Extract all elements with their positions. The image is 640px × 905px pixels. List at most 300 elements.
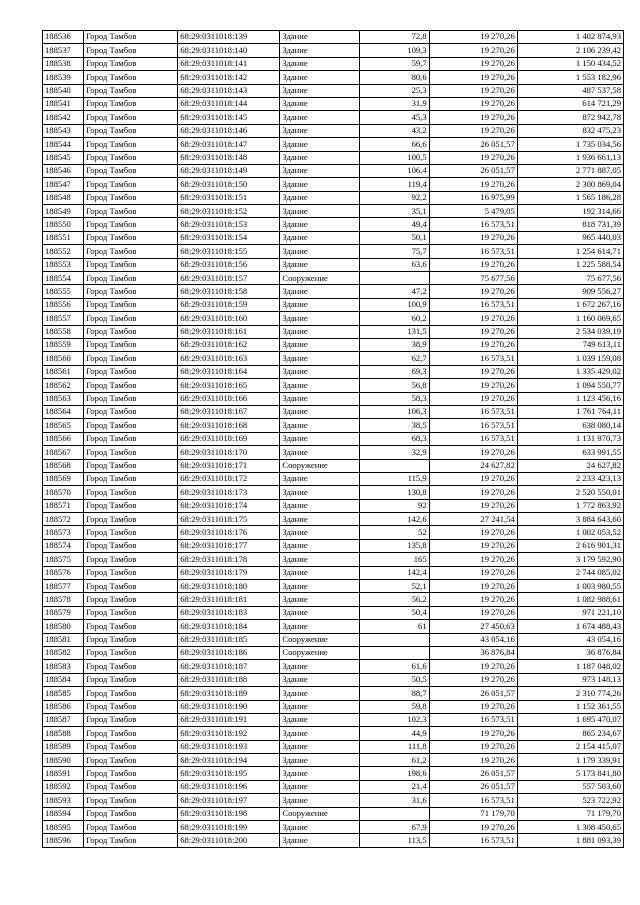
unit-value-cell: 16 573,51 <box>429 432 517 445</box>
table-row <box>43 620 624 633</box>
cadastral-number-cell: 68:29:0311018:162 <box>178 338 280 351</box>
cadastral-value-cell: 1 123 456,16 <box>517 392 623 405</box>
cadastral-number-cell: 68:29:0311018:172 <box>178 472 280 485</box>
row-number-cell: 188567 <box>43 446 84 459</box>
object-type-cell: Здание <box>280 700 359 713</box>
area-cell: 142,6 <box>359 513 429 526</box>
table-row <box>43 459 624 472</box>
table-row <box>43 687 624 700</box>
unit-value-cell: 27 450,63 <box>429 620 517 633</box>
row-number-cell: 188587 <box>43 713 84 726</box>
cadastral-value-cell: 1 402 874,93 <box>517 31 623 44</box>
row-number-cell: 188575 <box>43 553 84 566</box>
area-cell: 67,9 <box>359 821 429 834</box>
municipality-cell: Город Тамбов <box>84 191 178 204</box>
object-type-cell: Здание <box>280 821 359 834</box>
object-type-cell: Здание <box>280 727 359 740</box>
municipality-cell: Город Тамбов <box>84 138 178 151</box>
row-number-cell: 188561 <box>43 365 84 378</box>
cadastral-value-cell: 24 627,82 <box>517 459 623 472</box>
unit-value-cell: 19 270,26 <box>429 365 517 378</box>
table-row <box>43 794 624 807</box>
table-row <box>43 71 624 84</box>
cadastral-value-cell: 1 672 267,16 <box>517 298 623 311</box>
area-cell: 50,5 <box>359 673 429 686</box>
cadastral-number-cell: 68:29:0311018:199 <box>178 821 280 834</box>
table-row <box>43 727 624 740</box>
cadastral-number-cell: 68:29:0311018:145 <box>178 111 280 124</box>
object-type-cell: Здание <box>280 352 359 365</box>
object-type-cell: Здание <box>280 138 359 151</box>
cadastral-value-cell: 523 722,92 <box>517 794 623 807</box>
municipality-cell: Город Тамбов <box>84 151 178 164</box>
municipality-cell: Город Тамбов <box>84 727 178 740</box>
object-type-cell: Здание <box>280 740 359 753</box>
unit-value-cell: 19 270,26 <box>429 566 517 579</box>
area-cell: 88,7 <box>359 687 429 700</box>
row-number-cell: 188564 <box>43 405 84 418</box>
object-type-cell: Здание <box>280 593 359 606</box>
municipality-cell: Город Тамбов <box>84 486 178 499</box>
unit-value-cell: 26 051,57 <box>429 780 517 793</box>
unit-value-cell: 26 051,57 <box>429 687 517 700</box>
object-type-cell: Здание <box>280 285 359 298</box>
cadastral-value-cell: 192 314,66 <box>517 205 623 218</box>
municipality-cell: Город Тамбов <box>84 566 178 579</box>
cadastral-value-cell: 1 187 048,02 <box>517 660 623 673</box>
object-type-cell: Здание <box>280 539 359 552</box>
municipality-cell: Город Тамбов <box>84 352 178 365</box>
row-number-cell: 188582 <box>43 646 84 659</box>
table-row <box>43 392 624 405</box>
area-cell: 31,9 <box>359 97 429 110</box>
row-number-cell: 188546 <box>43 164 84 177</box>
row-number-cell: 188560 <box>43 352 84 365</box>
area-cell: 109,3 <box>359 44 429 57</box>
row-number-cell: 188537 <box>43 44 84 57</box>
cadastral-number-cell: 68:29:0311018:171 <box>178 459 280 472</box>
cadastral-number-cell: 68:29:0311018:139 <box>178 31 280 44</box>
object-type-cell: Здание <box>280 553 359 566</box>
area-cell: 106,3 <box>359 405 429 418</box>
row-number-cell: 188554 <box>43 272 84 285</box>
row-number-cell: 188544 <box>43 138 84 151</box>
cadastral-value-cell: 5 173 841,80 <box>517 767 623 780</box>
cadastral-number-cell: 68:29:0311018:190 <box>178 700 280 713</box>
row-number-cell: 188563 <box>43 392 84 405</box>
object-type-cell: Сооружение <box>280 807 359 820</box>
municipality-cell: Город Тамбов <box>84 687 178 700</box>
cadastral-number-cell: 68:29:0311018:195 <box>178 767 280 780</box>
cadastral-value-cell: 1 003 980,55 <box>517 580 623 593</box>
area-cell: 50,1 <box>359 231 429 244</box>
area-cell: 131,5 <box>359 325 429 338</box>
table-row <box>43 673 624 686</box>
object-type-cell: Здание <box>280 151 359 164</box>
object-type-cell: Здание <box>280 713 359 726</box>
unit-value-cell: 26 051,57 <box>429 767 517 780</box>
cadastral-value-cell: 1 094 550,77 <box>517 379 623 392</box>
unit-value-cell: 19 270,26 <box>429 499 517 512</box>
municipality-cell: Город Тамбов <box>84 459 178 472</box>
row-number-cell: 188573 <box>43 526 84 539</box>
table-row <box>43 553 624 566</box>
area-cell: 44,9 <box>359 727 429 740</box>
table-row <box>43 580 624 593</box>
table-row <box>43 245 624 258</box>
unit-value-cell: 19 270,26 <box>429 44 517 57</box>
cadastral-number-cell: 68:29:0311018:165 <box>178 379 280 392</box>
row-number-cell: 188591 <box>43 767 84 780</box>
row-number-cell: 188586 <box>43 700 84 713</box>
municipality-cell: Город Тамбов <box>84 740 178 753</box>
table-row <box>43 486 624 499</box>
cadastral-value-cell: 865 234,67 <box>517 727 623 740</box>
object-type-cell: Здание <box>280 312 359 325</box>
cadastral-value-cell: 1 082 988,61 <box>517 593 623 606</box>
row-number-cell: 188596 <box>43 834 84 847</box>
object-type-cell: Здание <box>280 526 359 539</box>
cadastral-number-cell: 68:29:0311018:191 <box>178 713 280 726</box>
municipality-cell: Город Тамбов <box>84 164 178 177</box>
cadastral-number-cell: 68:29:0311018:168 <box>178 419 280 432</box>
table-row <box>43 325 624 338</box>
municipality-cell: Город Тамбов <box>84 419 178 432</box>
municipality-cell: Город Тамбов <box>84 178 178 191</box>
area-cell <box>359 272 429 285</box>
table-row <box>43 111 624 124</box>
area-cell: 60,2 <box>359 312 429 325</box>
table-row <box>43 754 624 767</box>
cadastral-value-table <box>42 30 624 848</box>
area-cell: 62,7 <box>359 352 429 365</box>
cadastral-value-cell: 818 731,39 <box>517 218 623 231</box>
row-number-cell: 188577 <box>43 580 84 593</box>
row-number-cell: 188589 <box>43 740 84 753</box>
unit-value-cell: 16 573,51 <box>429 245 517 258</box>
cadastral-value-cell: 749 613,11 <box>517 338 623 351</box>
object-type-cell: Здание <box>280 111 359 124</box>
unit-value-cell: 19 270,26 <box>429 700 517 713</box>
area-cell: 25,3 <box>359 84 429 97</box>
unit-value-cell: 19 270,26 <box>429 178 517 191</box>
area-cell: 69,3 <box>359 365 429 378</box>
row-number-cell: 188542 <box>43 111 84 124</box>
cadastral-number-cell: 68:29:0311018:180 <box>178 580 280 593</box>
area-cell: 135,8 <box>359 539 429 552</box>
unit-value-cell: 19 270,26 <box>429 57 517 70</box>
municipality-cell: Город Тамбов <box>84 97 178 110</box>
object-type-cell: Здание <box>280 446 359 459</box>
unit-value-cell: 19 270,26 <box>429 606 517 619</box>
unit-value-cell: 16 573,51 <box>429 419 517 432</box>
object-type-cell: Здание <box>280 780 359 793</box>
object-type-cell: Здание <box>280 754 359 767</box>
table-row <box>43 606 624 619</box>
municipality-cell: Город Тамбов <box>84 807 178 820</box>
unit-value-cell: 16 573,51 <box>429 352 517 365</box>
unit-value-cell: 43 054,16 <box>429 633 517 646</box>
object-type-cell: Здание <box>280 620 359 633</box>
cadastral-number-cell: 68:29:0311018:193 <box>178 740 280 753</box>
cadastral-number-cell: 68:29:0311018:152 <box>178 205 280 218</box>
object-type-cell: Здание <box>280 325 359 338</box>
cadastral-number-cell: 68:29:0311018:198 <box>178 807 280 820</box>
municipality-cell: Город Тамбов <box>84 298 178 311</box>
municipality-cell: Город Тамбов <box>84 633 178 646</box>
unit-value-cell: 27 241,54 <box>429 513 517 526</box>
object-type-cell: Здание <box>280 513 359 526</box>
area-cell: 61,2 <box>359 754 429 767</box>
area-cell: 68,3 <box>359 432 429 445</box>
table-row <box>43 633 624 646</box>
table-row <box>43 124 624 137</box>
cadastral-number-cell: 68:29:0311018:159 <box>178 298 280 311</box>
municipality-cell: Город Тамбов <box>84 553 178 566</box>
object-type-cell: Здание <box>280 405 359 418</box>
cadastral-value-cell: 71 179,70 <box>517 807 623 820</box>
object-type-cell: Здание <box>280 472 359 485</box>
table-row <box>43 566 624 579</box>
object-type-cell: Здание <box>280 44 359 57</box>
object-type-cell: Здание <box>280 124 359 137</box>
object-type-cell: Здание <box>280 338 359 351</box>
object-type-cell: Здание <box>280 566 359 579</box>
cadastral-value-cell: 1 160 069,65 <box>517 312 623 325</box>
table-row <box>43 84 624 97</box>
cadastral-number-cell: 68:29:0311018:184 <box>178 620 280 633</box>
municipality-cell: Город Тамбов <box>84 432 178 445</box>
cadastral-number-cell: 68:29:0311018:163 <box>178 352 280 365</box>
row-number-cell: 188552 <box>43 245 84 258</box>
cadastral-number-cell: 68:29:0311018:166 <box>178 392 280 405</box>
area-cell: 59,8 <box>359 700 429 713</box>
unit-value-cell: 26 051,57 <box>429 138 517 151</box>
cadastral-value-cell: 1 735 034,56 <box>517 138 623 151</box>
table-row <box>43 178 624 191</box>
cadastral-value-cell: 2 300 869,04 <box>517 178 623 191</box>
unit-value-cell: 19 270,26 <box>429 660 517 673</box>
row-number-cell: 188576 <box>43 566 84 579</box>
row-number-cell: 188585 <box>43 687 84 700</box>
object-type-cell: Здание <box>280 258 359 271</box>
area-cell: 52,1 <box>359 580 429 593</box>
object-type-cell: Здание <box>280 164 359 177</box>
row-number-cell: 188545 <box>43 151 84 164</box>
area-cell: 52 <box>359 526 429 539</box>
area-cell: 119,4 <box>359 178 429 191</box>
cadastral-value-cell: 1 225 588,54 <box>517 258 623 271</box>
cadastral-number-cell: 68:29:0311018:173 <box>178 486 280 499</box>
unit-value-cell: 19 270,26 <box>429 231 517 244</box>
area-cell <box>359 807 429 820</box>
area-cell: 38,5 <box>359 419 429 432</box>
cadastral-number-cell: 68:29:0311018:161 <box>178 325 280 338</box>
row-number-cell: 188558 <box>43 325 84 338</box>
municipality-cell: Город Тамбов <box>84 245 178 258</box>
table-row <box>43 700 624 713</box>
unit-value-cell: 16 573,51 <box>429 298 517 311</box>
table-row <box>43 298 624 311</box>
object-type-cell: Здание <box>280 245 359 258</box>
municipality-cell: Город Тамбов <box>84 258 178 271</box>
unit-value-cell: 19 270,26 <box>429 111 517 124</box>
cadastral-number-cell: 68:29:0311018:156 <box>178 258 280 271</box>
area-cell: 111,8 <box>359 740 429 753</box>
cadastral-value-cell: 3 884 643,60 <box>517 513 623 526</box>
cadastral-number-cell: 68:29:0311018:160 <box>178 312 280 325</box>
cadastral-number-cell: 68:29:0311018:153 <box>178 218 280 231</box>
municipality-cell: Город Тамбов <box>84 111 178 124</box>
area-cell: 59,7 <box>359 57 429 70</box>
table-row <box>43 164 624 177</box>
row-number-cell: 188592 <box>43 780 84 793</box>
cadastral-value-cell: 971 221,10 <box>517 606 623 619</box>
table-row <box>43 780 624 793</box>
row-number-cell: 188588 <box>43 727 84 740</box>
cadastral-value-cell: 973 148,13 <box>517 673 623 686</box>
table-row <box>43 419 624 432</box>
cadastral-value-cell: 1 308 450,65 <box>517 821 623 834</box>
object-type-cell: Здание <box>280 794 359 807</box>
row-number-cell: 188595 <box>43 821 84 834</box>
row-number-cell: 188578 <box>43 593 84 606</box>
unit-value-cell: 19 270,26 <box>429 285 517 298</box>
unit-value-cell: 16 573,51 <box>429 218 517 231</box>
cadastral-number-cell: 68:29:0311018:196 <box>178 780 280 793</box>
area-cell: 61 <box>359 620 429 633</box>
municipality-cell: Город Тамбов <box>84 71 178 84</box>
cadastral-number-cell: 68:29:0311018:148 <box>178 151 280 164</box>
municipality-cell: Город Тамбов <box>84 673 178 686</box>
unit-value-cell: 19 270,26 <box>429 754 517 767</box>
municipality-cell: Город Тамбов <box>84 312 178 325</box>
municipality-cell: Город Тамбов <box>84 834 178 847</box>
object-type-cell: Здание <box>280 191 359 204</box>
area-cell: 113,5 <box>359 834 429 847</box>
area-cell: 92 <box>359 499 429 512</box>
cadastral-number-cell: 68:29:0311018:149 <box>178 164 280 177</box>
table-row <box>43 446 624 459</box>
area-cell: 61,6 <box>359 660 429 673</box>
object-type-cell: Здание <box>280 499 359 512</box>
cadastral-value-cell: 909 556,27 <box>517 285 623 298</box>
cadastral-number-cell: 68:29:0311018:188 <box>178 673 280 686</box>
cadastral-value-cell: 3 179 592,90 <box>517 553 623 566</box>
table-row <box>43 31 624 44</box>
row-number-cell: 188562 <box>43 379 84 392</box>
cadastral-value-cell: 1 936 661,13 <box>517 151 623 164</box>
cadastral-value-cell: 1 565 186,28 <box>517 191 623 204</box>
cadastral-number-cell: 68:29:0311018:144 <box>178 97 280 110</box>
object-type-cell: Здание <box>280 580 359 593</box>
row-number-cell: 188556 <box>43 298 84 311</box>
cadastral-number-cell: 68:29:0311018:140 <box>178 44 280 57</box>
municipality-cell: Город Тамбов <box>84 446 178 459</box>
municipality-cell: Город Тамбов <box>84 767 178 780</box>
object-type-cell: Здание <box>280 834 359 847</box>
municipality-cell: Город Тамбов <box>84 499 178 512</box>
unit-value-cell: 19 270,26 <box>429 258 517 271</box>
municipality-cell: Город Тамбов <box>84 379 178 392</box>
table-row <box>43 205 624 218</box>
municipality-cell: Город Тамбов <box>84 526 178 539</box>
table-row <box>43 499 624 512</box>
area-cell: 115,9 <box>359 472 429 485</box>
table-row <box>43 97 624 110</box>
cadastral-value-cell: 2 534 039,19 <box>517 325 623 338</box>
area-cell <box>359 646 429 659</box>
area-cell: 21,4 <box>359 780 429 793</box>
row-number-cell: 188548 <box>43 191 84 204</box>
municipality-cell: Город Тамбов <box>84 405 178 418</box>
row-number-cell: 188539 <box>43 71 84 84</box>
area-cell: 38,9 <box>359 338 429 351</box>
municipality-cell: Город Тамбов <box>84 713 178 726</box>
cadastral-number-cell: 68:29:0311018:194 <box>178 754 280 767</box>
object-type-cell: Здание <box>280 606 359 619</box>
cadastral-number-cell: 68:29:0311018:183 <box>178 606 280 619</box>
table-row <box>43 231 624 244</box>
table-row <box>43 285 624 298</box>
cadastral-value-cell: 1 761 764,11 <box>517 405 623 418</box>
municipality-cell: Город Тамбов <box>84 124 178 137</box>
cadastral-number-cell: 68:29:0311018:151 <box>178 191 280 204</box>
area-cell: 100,5 <box>359 151 429 164</box>
municipality-cell: Город Тамбов <box>84 272 178 285</box>
unit-value-cell: 19 270,26 <box>429 446 517 459</box>
row-number-cell: 188569 <box>43 472 84 485</box>
row-number-cell: 188538 <box>43 57 84 70</box>
cadastral-number-cell: 68:29:0311018:189 <box>178 687 280 700</box>
area-cell: 66,6 <box>359 138 429 151</box>
cadastral-value-cell: 1 150 434,52 <box>517 57 623 70</box>
cadastral-value-cell: 1 254 614,71 <box>517 245 623 258</box>
municipality-cell: Город Тамбов <box>84 472 178 485</box>
area-cell: 142,4 <box>359 566 429 579</box>
cadastral-value-cell: 965 440,03 <box>517 231 623 244</box>
cadastral-number-cell: 68:29:0311018:157 <box>178 272 280 285</box>
object-type-cell: Здание <box>280 178 359 191</box>
area-cell: 106,4 <box>359 164 429 177</box>
area-cell: 56,8 <box>359 379 429 392</box>
table-row <box>43 660 624 673</box>
area-cell: 32,9 <box>359 446 429 459</box>
cadastral-value-cell: 1 002 053,52 <box>517 526 623 539</box>
cadastral-value-cell: 638 080,14 <box>517 419 623 432</box>
cadastral-value-cell: 614 721,29 <box>517 97 623 110</box>
table-row <box>43 312 624 325</box>
table-row <box>43 138 624 151</box>
object-type-cell: Здание <box>280 84 359 97</box>
table-row <box>43 338 624 351</box>
unit-value-cell: 19 270,26 <box>429 553 517 566</box>
area-cell: 102,3 <box>359 713 429 726</box>
municipality-cell: Город Тамбов <box>84 205 178 218</box>
unit-value-cell: 19 270,26 <box>429 325 517 338</box>
municipality-cell: Город Тамбов <box>84 620 178 633</box>
row-number-cell: 188579 <box>43 606 84 619</box>
row-number-cell: 188540 <box>43 84 84 97</box>
cadastral-number-cell: 68:29:0311018:177 <box>178 539 280 552</box>
object-type-cell: Здание <box>280 486 359 499</box>
object-type-cell: Здание <box>280 231 359 244</box>
row-number-cell: 188543 <box>43 124 84 137</box>
table-row <box>43 713 624 726</box>
unit-value-cell: 16 975,99 <box>429 191 517 204</box>
municipality-cell: Город Тамбов <box>84 580 178 593</box>
table-row <box>43 513 624 526</box>
